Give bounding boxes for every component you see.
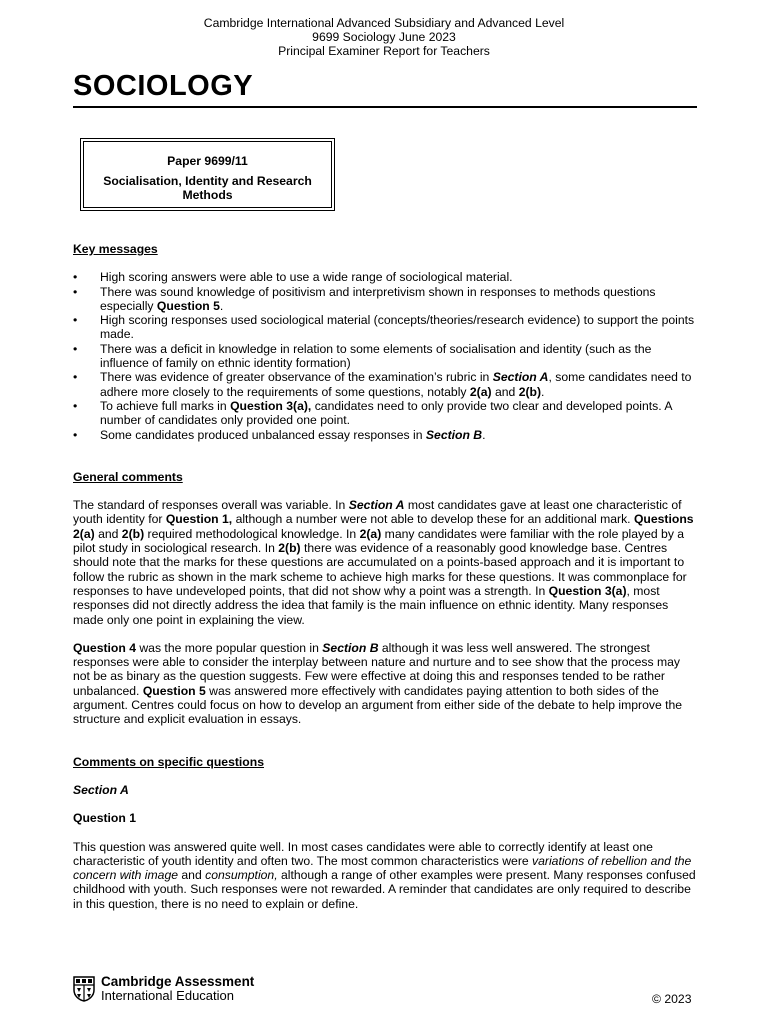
specific-comments-heading: Comments on specific questions xyxy=(73,754,264,769)
logo-line-2: International Education xyxy=(101,988,234,1003)
copyright: © 2023 xyxy=(652,992,692,1006)
crest-icon xyxy=(73,976,95,1002)
list-item: • There was evidence of greater observance of the examination’s rubric in Section A, some candidates need to adhere more closely to the requirements of some questions, notably 2(a) and 2(b). xyxy=(73,370,698,399)
paper-code: Paper 9699/11 xyxy=(167,154,248,168)
report-content xyxy=(73,242,698,911)
list-item: • High scoring responses used sociological material (concepts/theories/research evidence) to support the points made. xyxy=(73,313,698,342)
list-item: • Some candidates produced unbalanced essay responses in Section B. xyxy=(73,428,698,442)
key-messages-list xyxy=(73,270,698,442)
paper-name: Socialisation, Identity and Research Methods xyxy=(103,174,312,202)
paper-box xyxy=(80,138,335,211)
title-divider xyxy=(73,106,697,108)
paper-box-inner xyxy=(83,141,332,208)
list-item: • To achieve full marks in Question 3(a), candidates need to only provide two clear and developed points. A number of candidates only provided one point. xyxy=(73,399,698,428)
report-header xyxy=(0,16,768,58)
general-paragraph-1: The standard of responses overall was variable. In Section A most candidates gave at least one characteristic of youth identity for Question 1, although a number were not able to develop these for an additional mark. Questions 2(a) and 2(b) required methodological knowledge. In 2(a) many candidates were familiar with the role played by a pilot study in sociological research. In 2(b) there was evidence of a reasonably good knowledge base. Centres should note that the marks for these questions are accumulated on a points-based approach and it is important to follow the rubric as shown in the mark scheme to achieve high marks for these questions. It was commonplace for responses to have undeveloped points, that did not show why a point was a strength. In Question 3(a), most responses did not directly address the idea that family is the main influence on ethnic identity. Many responses made only one point in explaining the view. xyxy=(73,498,694,627)
logo-text xyxy=(101,975,254,1003)
general-comments-heading: General comments xyxy=(73,469,183,484)
question-1-heading: Question 1 xyxy=(73,811,136,826)
section-a-heading: Section A xyxy=(73,782,129,797)
cambridge-logo xyxy=(73,975,254,1003)
key-messages-heading: Key messages xyxy=(73,242,158,256)
logo-line-1: Cambridge Assessment xyxy=(101,974,255,989)
list-item: • There was sound knowledge of positivism and interpretivism shown in responses to methods questions especially Question 5. xyxy=(73,285,698,314)
question-1-paragraph: This question was answered quite well. In most cases candidates were able to correctly identify at least one characteristic of youth identity and often two. The most common characteristics were variations of rebellion and the concern with image and consumption, although a range of other examples were present. Many responses confused childhood with youth. Such responses were not rewarded. A reminder that candidates are only required to describe in this question, there is no need to explain or define. xyxy=(73,839,696,911)
page-title: SOCIOLOGY xyxy=(73,70,254,102)
header-line-3: Principal Examiner Report for Teachers xyxy=(278,44,490,58)
header-line-2: 9699 Sociology June 2023 xyxy=(312,30,456,44)
general-paragraph-2: Question 4 was the more popular question in Section B although it was less well answered. The strongest responses were able to consider the interplay between nature and nurture and to see show that the process may not be as binary as the question suggests. Few were effective at doing this and responses tended to be rather unbalanced. Question 5 was answered more effectively with candidates paying attention to both sides of the argument. Centres could focus on how to develop an argument from either side of the debate to help improve the structure and explicit evaluation in essays. xyxy=(73,640,683,727)
list-item: • There was a deficit in knowledge in relation to some elements of socialisation and identity (such as the influence of family on ethnic identity formation) xyxy=(73,342,698,371)
list-item: • High scoring answers were able to use a wide range of sociological material. xyxy=(73,270,698,284)
header-line-1: Cambridge International Advanced Subsidiary and Advanced Level xyxy=(203,16,565,30)
